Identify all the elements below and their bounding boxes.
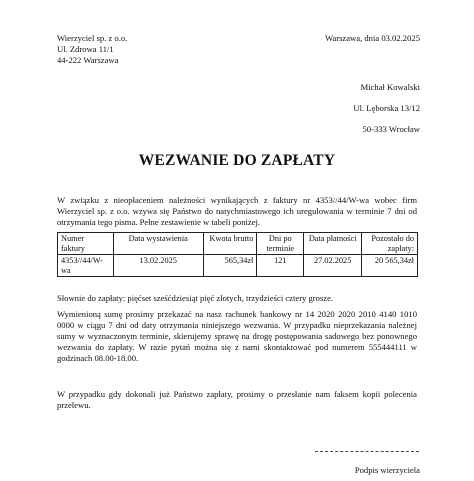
- recipient-name: Michał Kowalski: [360, 82, 420, 92]
- header-remaining: Pozostało do zapłaty:: [362, 233, 418, 255]
- cell-issue-date: 13.02.2025: [113, 255, 203, 277]
- table-row: [58, 255, 418, 277]
- place-date: Warszawa, dnia 03.02.2025: [324, 33, 420, 43]
- sender-address: [57, 33, 127, 66]
- cell-remaining: 20 565,34zł: [362, 255, 418, 277]
- closing-paragraph: W przypadku gdy dokonali już Państwo zapłaty, prosimy o przesłanie nam faksem kopii polecenia przelewu.: [57, 389, 417, 410]
- header-days-overdue: Dni po terminie: [257, 233, 304, 255]
- sender-street: Ul. Zdrowa 11/1: [57, 44, 114, 54]
- header-invoice-number: Numer faktury: [58, 233, 114, 255]
- signature-label: Podpis wierzyciela: [354, 465, 420, 475]
- signature-line: [315, 451, 419, 452]
- table-header-row: [58, 233, 418, 255]
- payment-paragraph: Wymienioną sumę prosimy przekazać na nasz rachunek bankowy nr 14 2020 2020 2010 4140 1010 0000 w ciągu 7 dni od daty otrzymania niniejszego wezwania. W przypadku nieprzekazania należnej sumy w wyznaczonym terminie, skierujemy sprawę na drogę postępowania sadowego bez ponownego wezwania do zapłaty. W razie pytań można się z nami skontaktować pod numerem 555444111 w godzinach 08.00-18.00.: [57, 309, 417, 363]
- cell-payment-date: 27.02.2025: [304, 255, 362, 277]
- header-issue-date: Data wystawienia: [113, 233, 203, 255]
- recipient-city: 50-333 Wrocław: [362, 124, 420, 134]
- invoice-table: [57, 232, 418, 277]
- recipient-address: [353, 82, 420, 145]
- sender-name: Wierzyciel sp. z o.o.: [57, 33, 128, 43]
- cell-gross-amount: 565,34zł: [203, 255, 257, 277]
- cell-days-overdue: 121: [257, 255, 304, 277]
- document-title: WEZWANIE DO ZAPŁATY: [138, 152, 336, 169]
- header-gross-amount: Kwota brutto: [203, 233, 257, 255]
- cell-invoice-number: 4353//44/W-wa: [58, 255, 114, 277]
- recipient-street: Ul. Lęborska 13/12: [353, 103, 420, 113]
- sender-city: 44-222 Warszawa: [57, 55, 119, 65]
- header-payment-date: Data płatności: [304, 233, 362, 255]
- intro-paragraph: W związku z nieopłaceniem należności wynikających z faktury nr 4353//44/W-wa wobec firm Wierzyciel sp. z o.o. wzywa się Państwo do natychmiastowego ich uregulowania w terminie 7 dni od otrzymania tego pisma. Pełne zestawienie w tabeli poniżej.: [57, 195, 417, 227]
- amount-in-words: Słownie do zapłaty: pięćset sześćdziesiąt pięć złotych, trzydzieści cztery grosze.: [57, 293, 334, 303]
